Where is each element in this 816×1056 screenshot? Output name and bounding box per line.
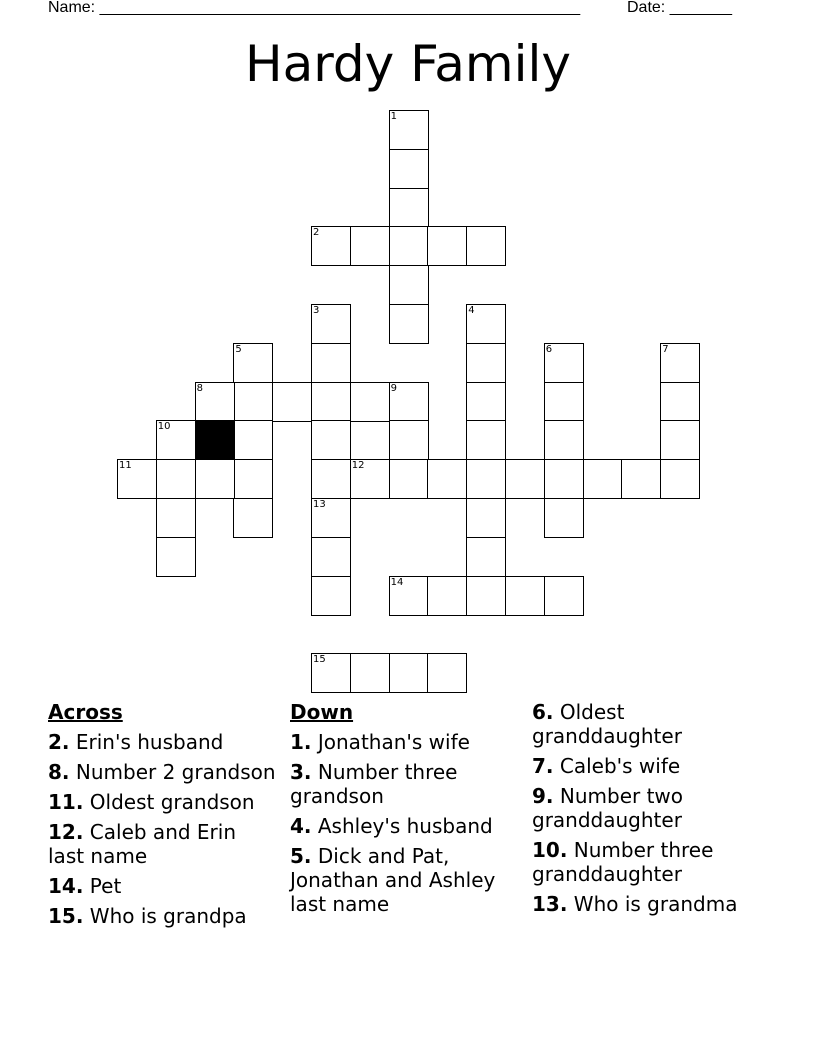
clue-number: 2 xyxy=(313,227,320,239)
grid-cell[interactable] xyxy=(156,420,196,460)
clue-number: 13 xyxy=(313,499,326,510)
across-clues xyxy=(48,700,278,934)
grid-cell[interactable] xyxy=(544,420,584,460)
grid-cell[interactable] xyxy=(117,459,157,499)
grid-cell[interactable] xyxy=(389,420,429,460)
clue-across-12: 12. Caleb and Erin last name xyxy=(48,820,237,868)
grid-cell[interactable] xyxy=(466,537,506,577)
clue-down-9: 9. Number two granddaughter xyxy=(532,784,684,832)
clue-across-14: 14. Pet xyxy=(48,874,122,898)
grid-cell[interactable] xyxy=(389,265,429,305)
down-clues-1 xyxy=(290,700,525,922)
clue-across-11: 11. Oldest grandson xyxy=(48,790,255,814)
grid-cell[interactable] xyxy=(195,459,235,499)
grid-cell[interactable] xyxy=(311,304,351,344)
clue-down-7: 7. Caleb's wife xyxy=(532,754,681,778)
grid-cell[interactable] xyxy=(660,459,700,499)
grid-cell[interactable] xyxy=(544,459,584,499)
grid-cell[interactable] xyxy=(389,110,429,150)
clue-number: 12 xyxy=(351,460,365,472)
grid-cell[interactable] xyxy=(660,382,700,422)
grid-cell[interactable] xyxy=(389,382,429,422)
grid-cell[interactable] xyxy=(427,226,467,266)
grid-cell[interactable] xyxy=(350,653,390,693)
grid-cell[interactable] xyxy=(466,382,506,422)
grid-cell[interactable] xyxy=(389,188,429,228)
clue-down-6: 6. Oldest granddaughter xyxy=(532,700,682,748)
grid-cell[interactable] xyxy=(311,459,351,499)
grid-cell[interactable] xyxy=(544,576,584,616)
date-field[interactable]: Date: _______ xyxy=(627,0,732,16)
grid-cell[interactable] xyxy=(466,576,506,616)
clue-down-13: 13. Who is grandma xyxy=(532,892,738,916)
grid-cell[interactable] xyxy=(156,498,196,538)
grid-cell[interactable] xyxy=(544,382,584,422)
grid-cell[interactable] xyxy=(311,537,351,577)
grid-cell[interactable] xyxy=(389,459,429,499)
black-square xyxy=(195,420,235,460)
clue-number: 14 xyxy=(390,576,404,588)
grid-cell[interactable] xyxy=(195,382,235,422)
clue-down-4: 4. Ashley's husband xyxy=(290,814,493,838)
grid-cell[interactable] xyxy=(466,343,506,383)
grid-cell[interactable] xyxy=(233,382,273,422)
grid-cell[interactable] xyxy=(272,382,312,422)
grid-cell[interactable] xyxy=(660,420,700,460)
clue-number: 7 xyxy=(662,343,669,355)
grid-cell[interactable] xyxy=(427,576,467,616)
clue-number: 9 xyxy=(390,382,397,394)
page-title: Hardy Family xyxy=(244,35,572,93)
grid-cell[interactable] xyxy=(389,149,429,189)
clue-down-3: 3. Number three grandson xyxy=(290,760,458,808)
grid-cell[interactable] xyxy=(350,459,390,499)
grid-cell[interactable] xyxy=(389,653,429,693)
clue-down-5: 5. Dick and Pat, Jonathan and Ashley last name xyxy=(290,844,496,916)
clue-down-1: 1. Jonathan's wife xyxy=(290,730,470,754)
clue-across-15: 15. Who is grandpa xyxy=(48,904,247,928)
grid-cell[interactable] xyxy=(544,343,584,383)
grid-cell[interactable] xyxy=(233,420,273,460)
grid-cell[interactable] xyxy=(389,304,429,344)
grid-cell[interactable] xyxy=(621,459,661,499)
grid-cell[interactable] xyxy=(466,226,506,266)
grid-cell[interactable] xyxy=(233,498,273,538)
grid-cell[interactable] xyxy=(311,420,351,460)
down-heading: Down xyxy=(290,700,354,724)
grid-cell[interactable] xyxy=(427,653,467,693)
clue-number: 8 xyxy=(196,382,203,394)
grid-cell[interactable] xyxy=(311,576,351,616)
clue-number: 1 xyxy=(390,111,397,122)
clue-number: 3 xyxy=(313,305,320,316)
clue-number: 5 xyxy=(235,343,242,355)
name-field[interactable]: Name: ______________________________________________________ xyxy=(48,0,581,16)
grid-cell[interactable] xyxy=(350,382,390,422)
grid-cell[interactable] xyxy=(350,226,390,266)
clue-across-2: 2. Erin's husband xyxy=(48,730,224,754)
clue-number: 15 xyxy=(313,654,326,666)
grid-cell[interactable] xyxy=(311,226,351,266)
grid-cell[interactable] xyxy=(233,459,273,499)
across-heading: Across xyxy=(48,700,123,724)
grid-cell[interactable] xyxy=(466,459,506,499)
grid-cell[interactable] xyxy=(156,459,196,499)
clue-number: 4 xyxy=(468,305,475,316)
grid-cell[interactable] xyxy=(505,459,545,499)
clue-number: 10 xyxy=(157,421,171,433)
clue-number: 11 xyxy=(119,460,132,472)
grid-cell[interactable] xyxy=(311,498,351,538)
down-clues-2 xyxy=(532,700,772,922)
grid-cell[interactable] xyxy=(311,343,351,383)
clue-number: 6 xyxy=(545,343,553,355)
grid-cell[interactable] xyxy=(389,226,429,266)
grid-cell[interactable] xyxy=(389,576,429,616)
grid-cell[interactable] xyxy=(505,576,545,616)
grid-cell[interactable] xyxy=(466,498,506,538)
grid-cell[interactable] xyxy=(466,304,506,344)
grid-cell[interactable] xyxy=(466,420,506,460)
grid-cell[interactable] xyxy=(233,343,273,383)
grid-cell[interactable] xyxy=(427,459,467,499)
clue-down-10: 10. Number three granddaughter xyxy=(532,838,714,886)
grid-cell[interactable] xyxy=(311,653,351,693)
grid-cell[interactable] xyxy=(660,343,700,383)
clue-across-8: 8. Number 2 grandson xyxy=(48,760,276,784)
grid-cell[interactable] xyxy=(583,459,623,499)
grid-cell[interactable] xyxy=(311,382,351,422)
grid-cell[interactable] xyxy=(156,537,196,577)
grid-cell[interactable] xyxy=(544,498,584,538)
